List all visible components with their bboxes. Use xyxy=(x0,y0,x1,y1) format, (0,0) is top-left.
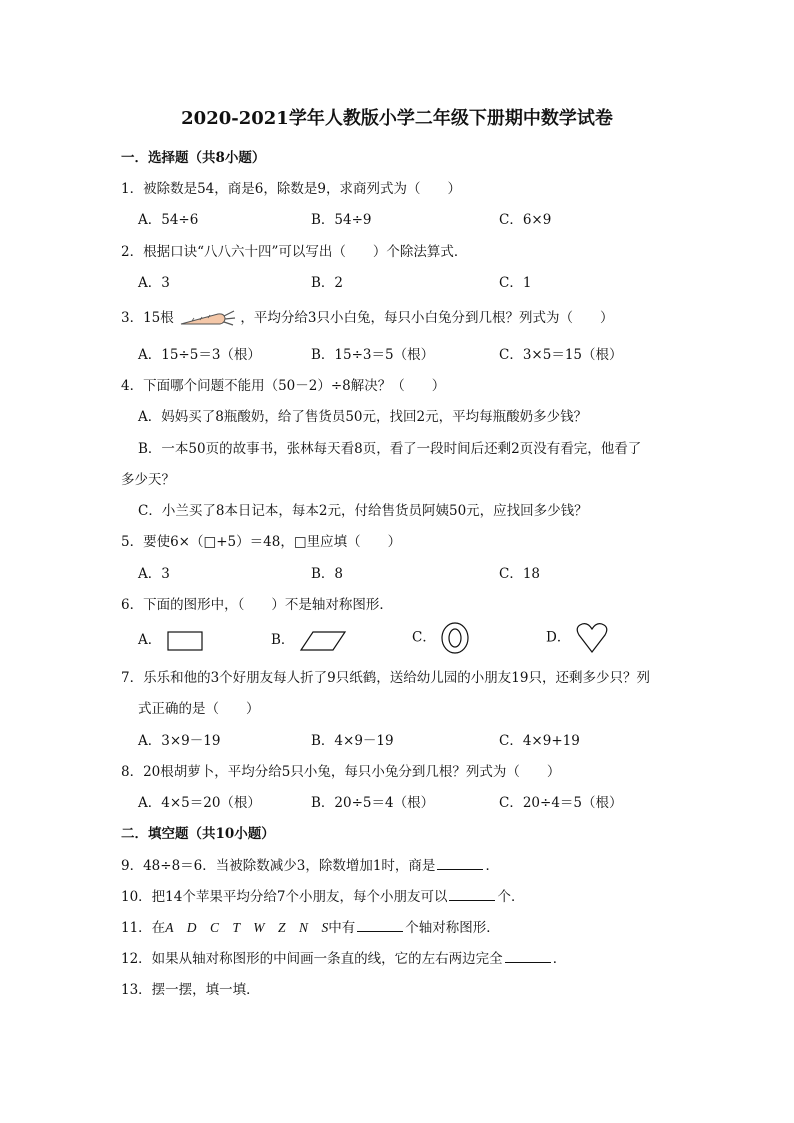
q1-option-c: C．6×9 xyxy=(499,212,552,228)
question-13: 13．摆一摆，填一填． xyxy=(121,982,260,998)
q10-answer-blank[interactable] xyxy=(449,888,495,901)
question-1: 1．被除数是54，商是6，除数是9，求商列式为（ ） xyxy=(121,181,461,197)
q1-option-b: B．54÷9 xyxy=(311,212,372,228)
q8-option-a: A．4×5＝20（根） xyxy=(138,795,261,811)
question-5: 5．要使6×（□+5）＝48，□里应填（ ） xyxy=(121,534,402,550)
q7-option-b: B．4×9－19 xyxy=(311,733,394,749)
q6-option-d-label: D． xyxy=(546,629,571,646)
q11-text-post: 个轴对称图形． xyxy=(405,920,500,936)
question-7-line2: 式正确的是（ ） xyxy=(138,701,260,717)
q9-answer-blank[interactable] xyxy=(437,857,483,870)
question-4: 4．下面哪个问题不能用（50－2）÷8解决？（ ） xyxy=(121,378,446,394)
q11-letters: A D C T W Z N S xyxy=(165,920,329,935)
q4-option-b-line1: B．一本50页的故事书，张林每天看8页，看了一段时间后还剩2页没有看完，他看了 xyxy=(138,441,642,457)
q11-answer-blank[interactable] xyxy=(357,919,403,932)
q4-option-a: A．妈妈买了8瓶酸奶，给了售货员50元，找回2元，平均每瓶酸奶多少钱？ xyxy=(138,409,588,425)
q6-option-c xyxy=(412,622,470,654)
question-8: 8．20根胡萝卜，平均分给5只小兔，每只小兔分到几根？列式为（ ） xyxy=(121,764,561,780)
q7-option-a: A．3×9－19 xyxy=(138,733,221,749)
q11-text-mid: 中有 xyxy=(328,920,356,936)
q3-text-pre: 3．15根 xyxy=(121,310,174,326)
q11-text-pre: 11．在 xyxy=(121,920,166,936)
q3-option-c: C．3×5＝15（根） xyxy=(499,347,623,363)
q4-option-c: C．小兰买了8本日记本，每本2元，付给售货员阿姨50元，应找回多少钱？ xyxy=(138,503,588,519)
parallelogram-shape-icon xyxy=(299,630,347,652)
concentric-oval-shape-icon xyxy=(440,622,470,654)
q6-option-b xyxy=(271,628,347,652)
section-heading-fill: 二．填空题（共10小题） xyxy=(121,826,275,842)
q6-option-b-label: B． xyxy=(271,632,295,648)
q6-option-a xyxy=(138,628,204,652)
q5-option-b: B．8 xyxy=(311,566,344,582)
q8-option-b: B．20÷5＝4（根） xyxy=(311,795,435,811)
q5-option-c: C．18 xyxy=(499,566,541,582)
q3-option-a: A．15÷5＝3（根） xyxy=(138,347,261,363)
page-title: 2020-2021学年人教版小学二年级下册期中数学试卷 xyxy=(181,108,613,129)
carrot-icon xyxy=(178,309,236,329)
q2-option-b: B．2 xyxy=(311,275,344,291)
q2-option-a: A．3 xyxy=(138,275,170,291)
q10-text-pre: 10．把14个苹果平均分给7个小朋友，每个小朋友可以 xyxy=(121,889,448,905)
q1-option-a: A．54÷6 xyxy=(138,212,199,228)
q6-option-d xyxy=(546,622,609,654)
question-12 xyxy=(121,947,566,967)
question-10 xyxy=(121,885,524,905)
q12-text-post: ． xyxy=(552,951,567,967)
q6-option-c-label: C． xyxy=(412,629,436,646)
q7-option-c: C．4×9+19 xyxy=(499,733,580,749)
q2-option-c: C．1 xyxy=(499,275,532,291)
question-9 xyxy=(121,854,499,874)
q10-text-post: 个． xyxy=(497,889,525,905)
question-3 xyxy=(121,306,613,329)
q5-option-a: A．3 xyxy=(138,566,170,582)
question-11 xyxy=(121,916,500,936)
heart-shape-icon xyxy=(575,622,609,654)
question-7-line1: 7．乐乐和他的3个好朋友每人折了9只纸鹤，送给幼儿园的小朋友19只，还剩多少只？列 xyxy=(121,670,650,686)
q4-option-b-line2: 多少天？ xyxy=(121,472,175,488)
question-2: 2．根据口诀“八八六十四”可以写出（ ）个除法算式． xyxy=(121,244,468,260)
q6-option-a-label: A． xyxy=(138,632,162,648)
q3-option-b: B．15÷3＝5（根） xyxy=(311,347,435,363)
q3-text-post: ，平均分给3只小白兔，每只小白兔分到几根？列式为（ ） xyxy=(240,310,614,326)
q12-text-pre: 12．如果从轴对称图形的中间画一条直的线，它的左右两边完全 xyxy=(121,951,503,967)
q9-text-pre: 9．48÷8＝6．当被除数减少3，除数增加1时，商是 xyxy=(121,858,436,874)
q9-text-post: ． xyxy=(485,858,499,874)
question-6: 6．下面的图形中，（ ）不是轴对称图形． xyxy=(121,597,393,613)
q12-answer-blank[interactable] xyxy=(505,950,551,963)
rectangle-shape-icon xyxy=(166,630,204,652)
q8-option-c: C．20÷4＝5（根） xyxy=(499,795,623,811)
section-heading-choice: 一．选择题（共8小题） xyxy=(121,150,266,166)
